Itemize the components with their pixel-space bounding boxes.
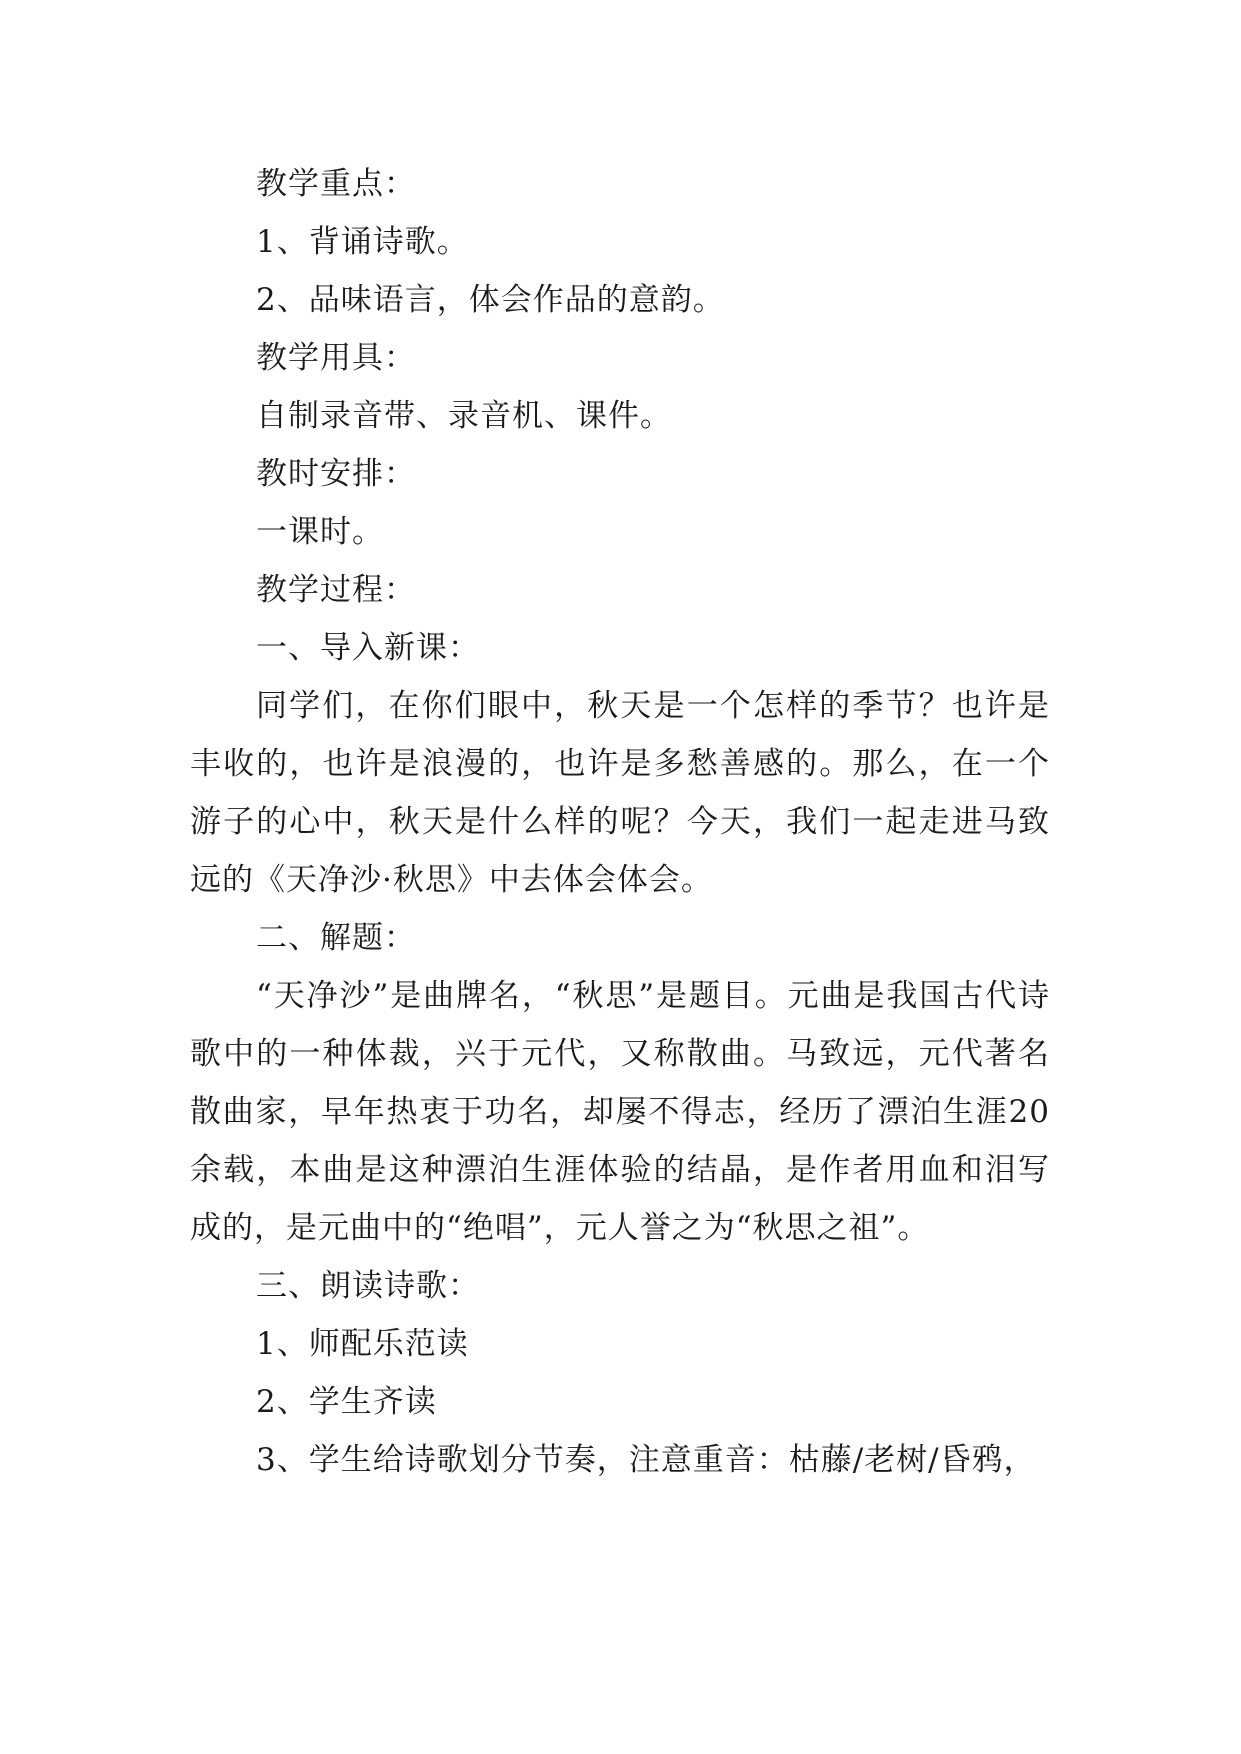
section-1-heading: 一、导入新课： bbox=[256, 630, 480, 666]
heading-schedule: 教时安排： bbox=[256, 456, 416, 492]
tools-text: 自制录音带、录音机、课件。 bbox=[256, 398, 672, 434]
section-1-body: 同学们，在你们眼中，秋天是一个怎样的季节？也许是丰收的，也许是浪漫的，也许是多愁善感的。那么，在一个游子的心中，秋天是什么样的呢？今天，我们一起走进马致远的《天净沙·秋思》中去体会体会。 bbox=[190, 688, 1050, 898]
heading-teaching-tools: 教学用具： bbox=[256, 340, 416, 376]
section-3-item-2: 2、学生齐读 bbox=[256, 1384, 437, 1420]
section-3-item-3: 3、学生给诗歌划分节奏，注意重音：枯藤/老树/昏鸦， bbox=[256, 1442, 1036, 1478]
document-body bbox=[190, 155, 1050, 1489]
schedule-text: 一课时。 bbox=[256, 514, 384, 550]
section-3-heading: 三、朗读诗歌： bbox=[256, 1268, 480, 1304]
heading-teaching-focus: 教学重点： bbox=[256, 166, 416, 202]
section-2-body: “天净沙”是曲牌名，“秋思”是题目。元曲是我国古代诗歌中的一种体裁，兴于元代，又称散曲。马致远，元代著名散曲家，早年热衷于功名，却屡不得志，经历了漂泊生涯20余载，本曲是这种漂泊生涯体验的结晶，是作者用血和泪写成的，是元曲中的“绝唱”，元人誉之为“秋思之祖”。 bbox=[190, 978, 1050, 1246]
focus-item-1: 1、背诵诗歌。 bbox=[256, 224, 469, 260]
focus-item-2: 2、品味语言，体会作品的意韵。 bbox=[256, 282, 725, 318]
section-3-item-1: 1、师配乐范读 bbox=[256, 1326, 469, 1362]
heading-teaching-process: 教学过程： bbox=[256, 572, 416, 608]
section-2-heading: 二、解题： bbox=[256, 920, 416, 956]
